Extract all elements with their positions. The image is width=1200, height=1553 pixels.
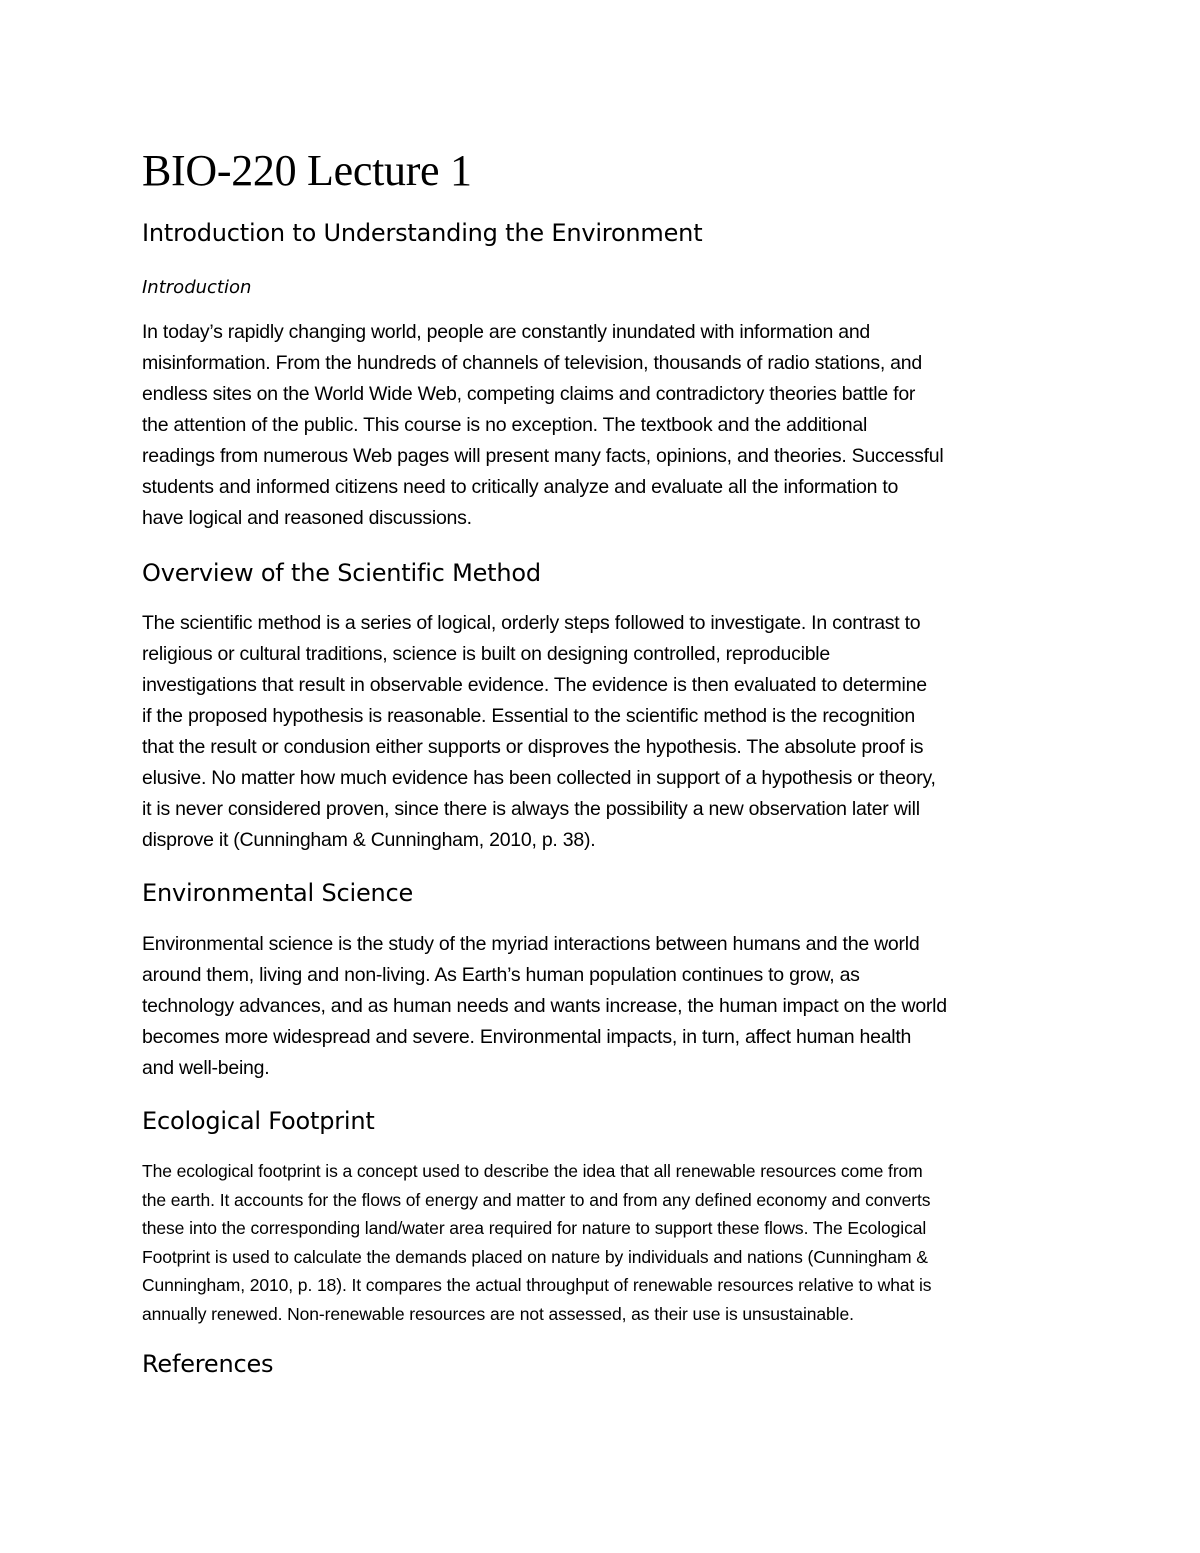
paragraph-line: endless sites on the World Wide Web, competing claims and contradictory theories battle for [142, 383, 916, 405]
paragraph-line: The ecological footprint is a concept used to describe the idea that all renewable resources come from [142, 1161, 923, 1181]
section-heading-references: References [142, 1350, 274, 1378]
paragraph-line: misinformation. From the hundreds of channels of television, thousands of radio stations, and [142, 352, 922, 374]
paragraph-line: these into the corresponding land/water area required for nature to support these flows. The Ecological [142, 1218, 927, 1238]
paragraph-line: have logical and reasoned discussions. [142, 507, 472, 529]
paragraph-line: Cunningham, 2010, p. 18). It compares the actual throughput of renewable resources relative to what is [142, 1275, 932, 1295]
paragraph-line: annually renewed. Non-renewable resources are not assessed, as their use is unsustainable. [142, 1303, 854, 1324]
paragraph-line: the attention of the public. This course is no exception. The textbook and the additional [142, 414, 868, 436]
paragraph-line: and well-being. [142, 1057, 270, 1079]
scientific-method-paragraph [142, 608, 1062, 856]
paragraph-line: investigations that result in observable evidence. The evidence is then evaluated to determine [142, 674, 927, 696]
paragraph-line: Footprint is used to calculate the demands placed on nature by individuals and nations (Cunningham & [142, 1246, 928, 1267]
paragraph-line: elusive. No matter how much evidence has been collected in support of a hypothesis or theory, [142, 767, 936, 789]
paragraph-line: becomes more widespread and severe. Environmental impacts, in turn, affect human health [142, 1026, 912, 1048]
paragraph-line: if the proposed hypothesis is reasonable. Essential to the scientific method is the recognition [142, 705, 915, 727]
paragraph-line: religious or cultural traditions, science is built on designing controlled, reproducible [142, 643, 830, 665]
paragraph-line: that the result or condusion either supports or disproves the hypothesis. The absolute proof is [142, 736, 924, 758]
section-heading-ecological-footprint: Ecological Footprint [142, 1107, 375, 1135]
document-title: BIO-220 Lecture 1 [142, 146, 472, 195]
paragraph-line: The scientific method is a series of logical, orderly steps followed to investigate. In contrast to [142, 612, 921, 634]
paragraph-line: Environmental science is the study of the myriad interactions between humans and the world [142, 933, 920, 955]
paragraph-line: around them, living and non-living. As Earth’s human population continues to grow, as [142, 964, 860, 986]
section-heading-environmental-science: Environmental Science [142, 879, 414, 907]
paragraph-line: it is never considered proven, since there is always the possibility a new observation later will [142, 798, 920, 820]
introduction-label: Introduction [142, 277, 252, 298]
paragraph-line: disprove it (Cunningham & Cunningham, 2010, p. 38). [142, 829, 596, 851]
introduction-paragraph [142, 317, 1062, 534]
paragraph-line: In today’s rapidly changing world, people are constantly inundated with information and [142, 321, 871, 343]
document-subtitle: Introduction to Understanding the Environment [142, 219, 703, 247]
environmental-science-paragraph [142, 929, 1062, 1084]
paragraph-line: students and informed citizens need to critically analyze and evaluate all the information to [142, 476, 899, 498]
paragraph-line: the earth. It accounts for the flows of energy and matter to and from any defined economy and converts [142, 1189, 931, 1210]
section-heading-scientific-method: Overview of the Scientific Method [142, 559, 541, 587]
ecological-footprint-paragraph [142, 1157, 1062, 1328]
paragraph-line: readings from numerous Web pages will present many facts, opinions, and theories. Successful [142, 445, 944, 467]
paragraph-line: technology advances, and as human needs and wants increase, the human impact on the world [142, 995, 947, 1017]
